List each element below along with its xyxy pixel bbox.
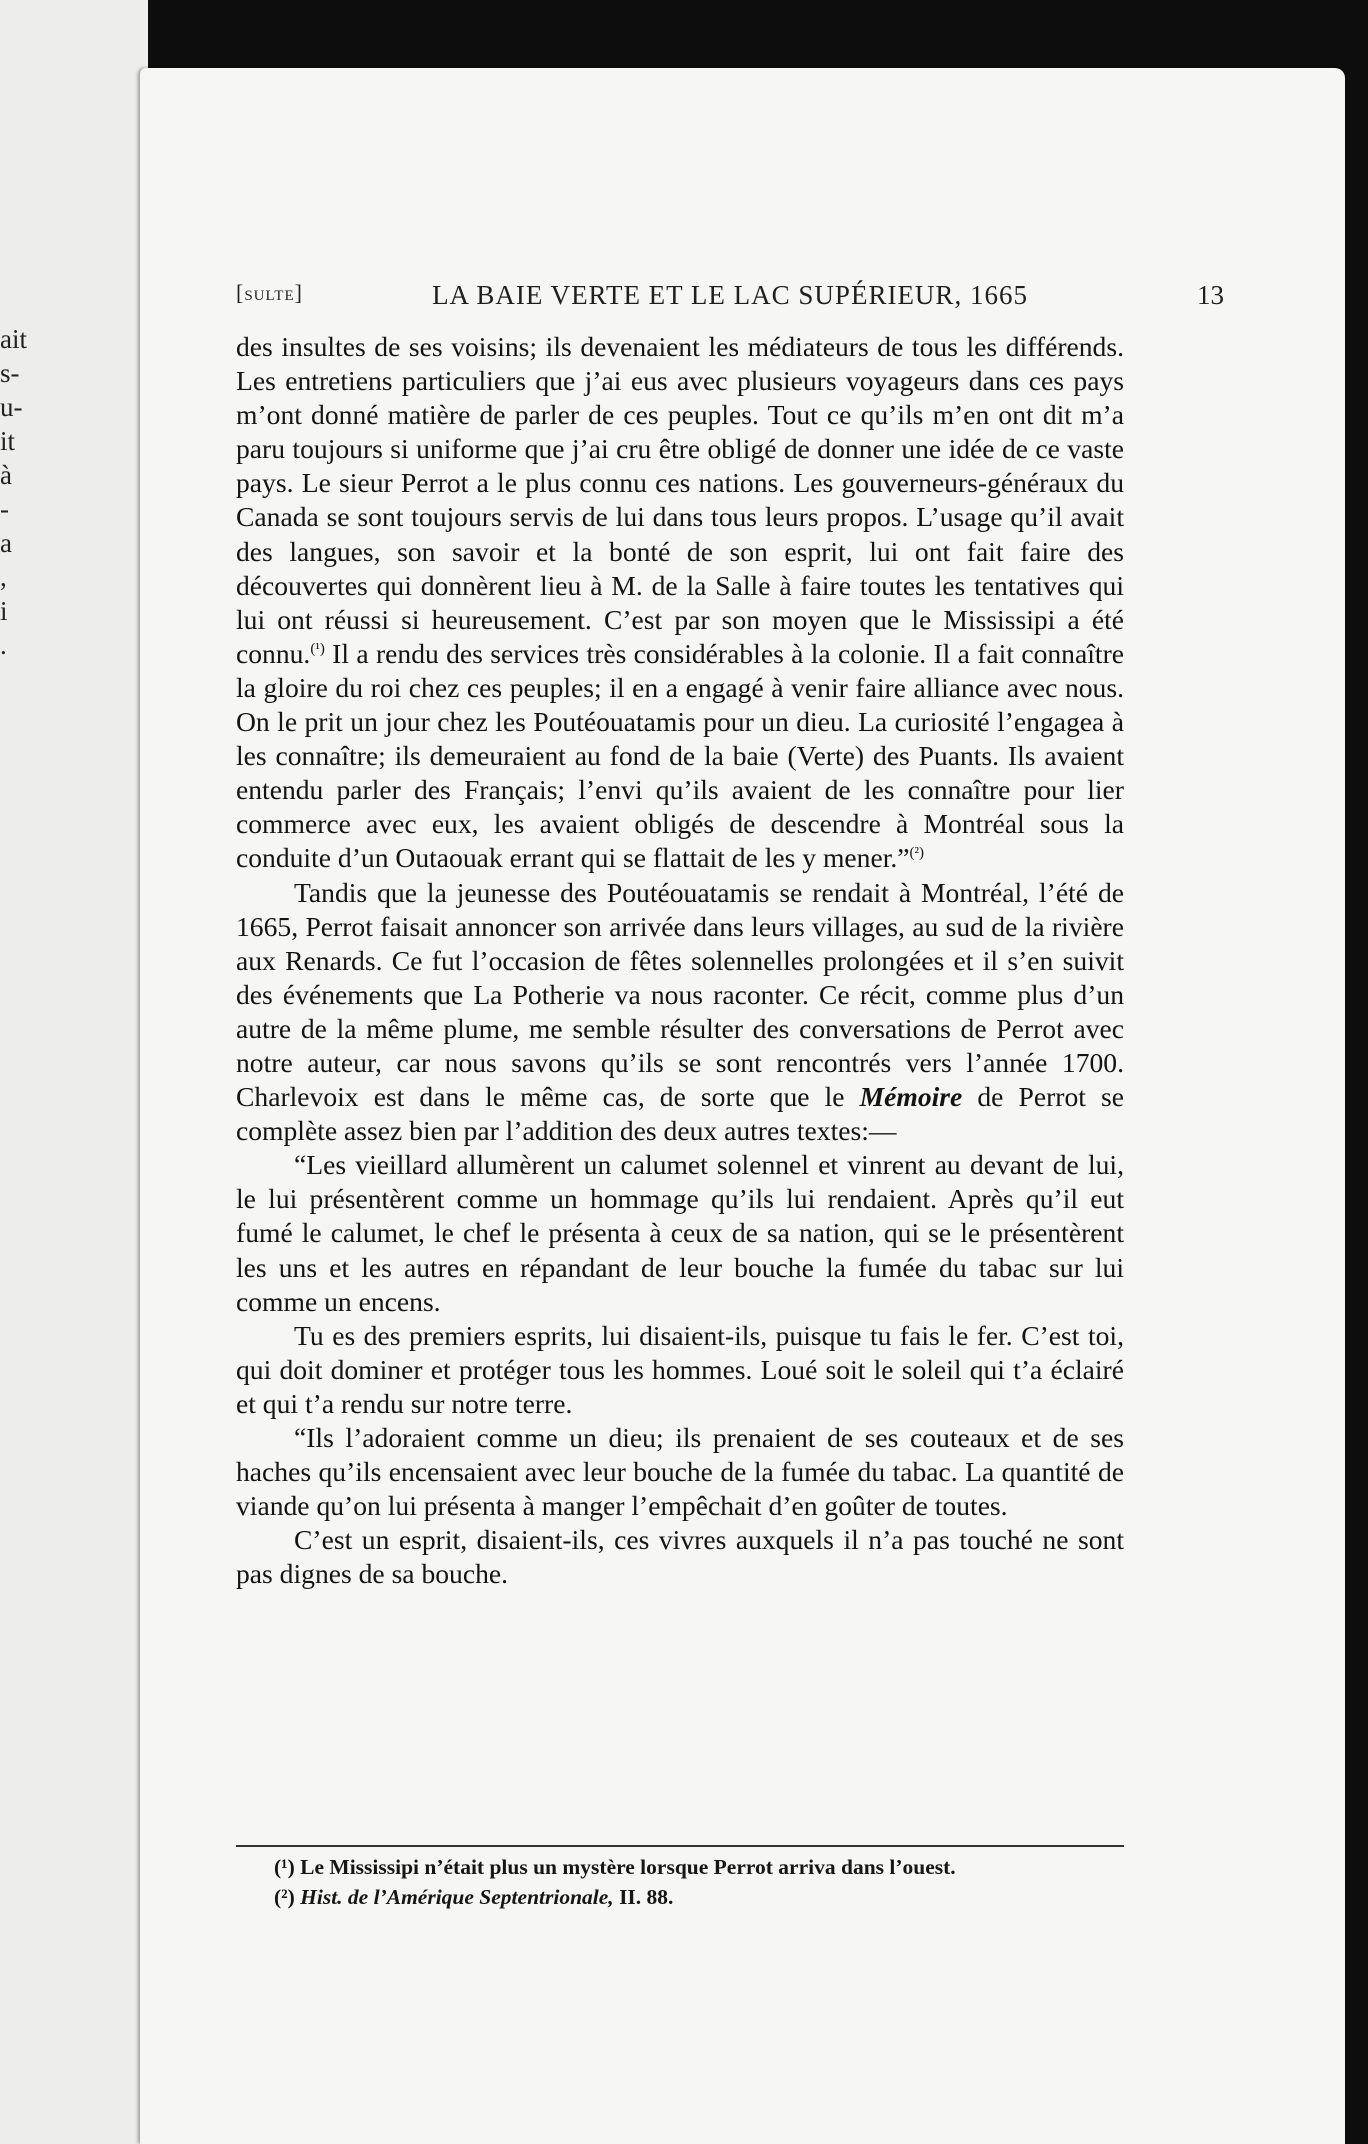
fragment: à xyxy=(0,460,12,490)
fragment: . xyxy=(0,630,7,660)
paragraph: “Les vieillard allumèrent un calumet solennel et vinrent au devant de lui, le lui présentèrent comme un hommage qu’ils lui rendaient. Après qu’il eut fumé le calumet, le chef le présenta à ceux de sa nation, qui se le présentèrent les uns et les autres en répandant de leur bouche la fumée du tabac sur lui comme un encens. xyxy=(236,1149,1124,1317)
paragraph: C’est un esprit, disaient-ils, ces vivres auxquels il n’a pas touché ne sont pas dignes de sa bouche. xyxy=(236,1524,1124,1590)
fragment: i xyxy=(0,596,8,626)
italic-title: Mémoire xyxy=(859,1081,963,1113)
paragraph: “Ils l’adoraient comme un dieu; ils prenaient de ses couteaux et de ses haches qu’ils encensaient avec leur bouche de la fumée du tabac. La quantité de viande qu’on lui présenta à manger l’empêchait d’en goûter de toutes. xyxy=(236,1422,1124,1522)
paragraph xyxy=(236,330,1124,876)
fragment: ait xyxy=(0,324,27,354)
text-run: Tandis que la jeunesse des Poutéouatamis se rendait à Montréal, l’été de 1665, Perrot faisait annoncer son arrivée dans leurs villages, au sud de la rivière aux Renards. Ce fut l’occasion de fêtes solennelles prolongées et il s’en suivit des événements que La Potherie va nous raconter. Ce récit, comme plus d’un autre de la même plume, me semble résulter des conversations de Perrot avec notre auteur, car nous savons qu’ils se sont rencontrés vers l’année 1700. Charlevoix est dans le même cas, de sorte que le xyxy=(236,876,1124,1113)
fragment: it xyxy=(0,426,16,456)
footnote-ref: (²) xyxy=(909,845,925,862)
footnote-rule xyxy=(236,1845,1124,1847)
paragraph: Tu es des premiers esprits, lui disaient-ils, puisque tu fais le fer. C’est toi, qui doit dominer et protéger tous les hommes. Loué soit le soleil qui t’a éclairé et qui t’a rendu sur notre terre. xyxy=(236,1319,1124,1419)
fragment: - xyxy=(0,494,9,524)
fragment: , xyxy=(0,562,7,592)
running-header xyxy=(236,280,1224,314)
facing-page-text-fragments xyxy=(0,322,30,662)
book-page xyxy=(140,68,1345,2144)
footnotes xyxy=(236,1852,1124,1912)
fragment: s- xyxy=(0,358,20,388)
paragraph xyxy=(236,876,1124,1149)
text-run: Il a rendu des services très considérables à la colonie. Il a fait connaître la gloire du roi chez ces peuples; il en a engagé à venir faire alliance avec nous. On le prit un jour chez les Poutéouatamis pour un dieu. La curiosité l’engagea à les connaître; ils demeuraient au fond de la baie (Verte) des Puants. Ils avaient entendu parler des Français; l’envi qu’ils avaient de les connaître pour lier commerce avec eux, les avaient obligés de descendre à Montréal sous la conduite d’un Outaouak errant qui se flattait de les y mener.” xyxy=(236,637,1124,874)
running-head-title: LA BAIE VERTE ET LE LAC SUPÉRIEUR, 1665 xyxy=(432,280,1028,310)
footnote-text: Le Mississipi n’était plus un mystère lorsque Perrot arriva dans l’ouest. xyxy=(294,1855,956,1879)
running-head-author: [sulte] xyxy=(236,280,303,305)
footnote-text: II. 88. xyxy=(613,1885,674,1909)
page-number: 13 xyxy=(1197,280,1224,310)
facing-page-edge xyxy=(0,0,148,2144)
footnote-mark: (¹) xyxy=(274,1855,295,1879)
body-text xyxy=(236,330,1124,1591)
text-run: des insultes de ses voisins; ils devenaient les médiateurs de tous les différends. Les entretiens particuliers que j’ai eus avec plusieurs voyageurs dans ces pays m’ont donné matière de parler de ces peuples. Tout ce qu’ils m’en ont dit m’a paru toujours si uniforme que j’ai cru être obligé de donner une idée de ce vaste pays. Le sieur Perrot a le plus connu ces nations. Les gouverneurs-généraux du Canada se sont toujours servis de lui dans tous leurs propos. L’usage qu’il avait des langues, son savoir et la bonté de son esprit, lui ont fait faire des découvertes qui donnèrent lieu à M. de la Salle à faire toutes les tentatives qui lui ont réussi si heureusement. C’est par son moyen que le Mississipi a été connu. xyxy=(236,331,1124,669)
fragment: a xyxy=(0,528,12,558)
text-run: de Perrot se complète assez bien par l’addition des deux autres textes:— xyxy=(236,1081,1124,1147)
footnote-mark: (²) xyxy=(274,1885,295,1909)
fragment: u- xyxy=(0,392,23,422)
footnote xyxy=(236,1882,1124,1912)
footnote-ref: (¹) xyxy=(310,640,325,657)
footnote xyxy=(236,1852,1124,1882)
footnote-italic: Hist. de l’Amérique Septentrionale, xyxy=(294,1885,614,1909)
